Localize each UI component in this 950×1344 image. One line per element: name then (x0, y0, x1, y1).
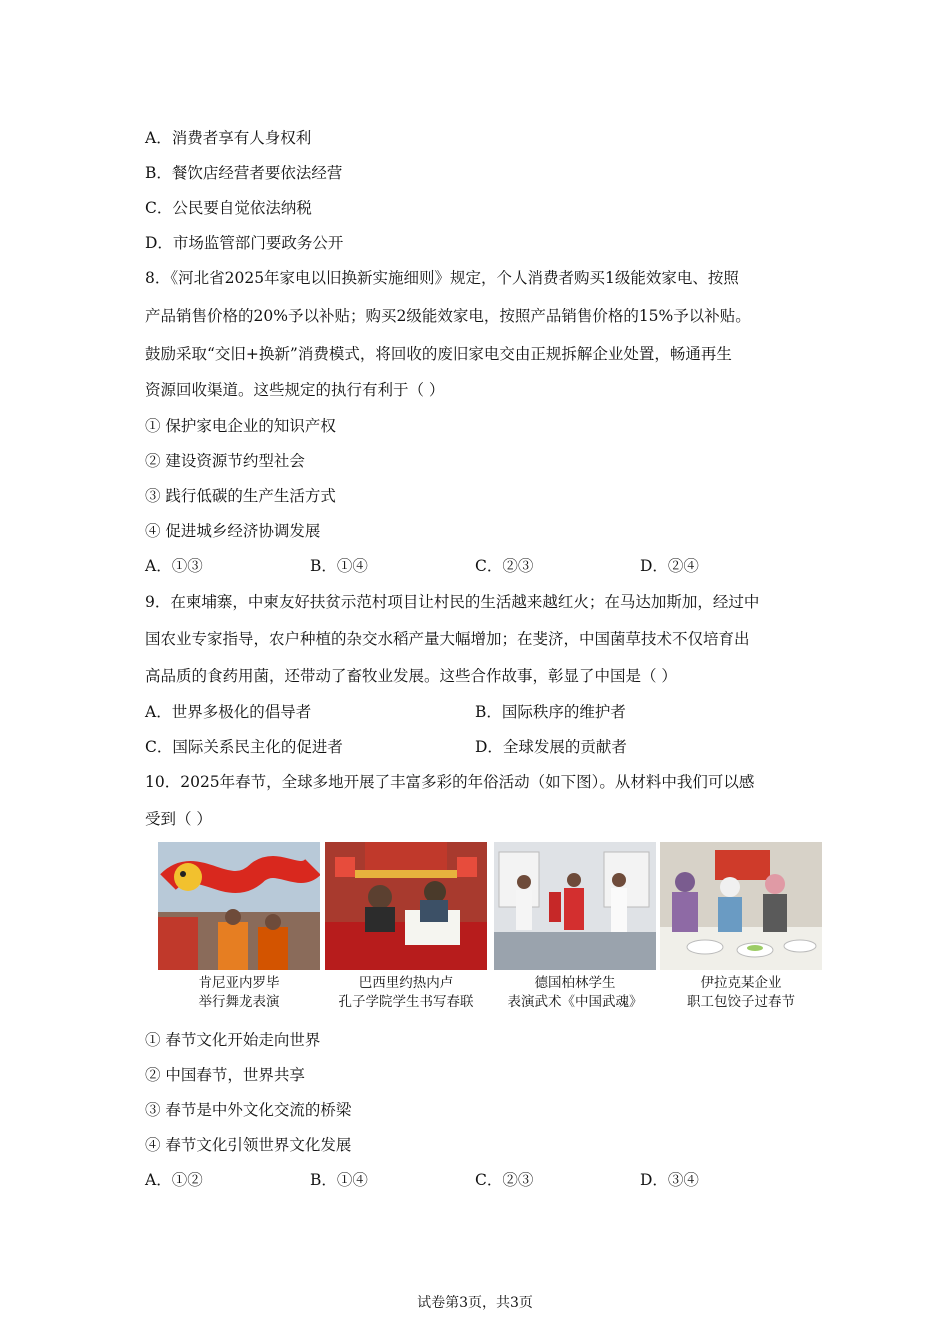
caption-line: 举行舞龙表演 (198, 994, 280, 1010)
caption-line: 德国柏林学生 (534, 975, 616, 991)
caption-line: 肯尼亚内罗毕 (198, 975, 280, 991)
caption-line: 伊拉克某企业 (700, 975, 782, 991)
q8-stem-line: 鼓励采取“交旧+换新”消费模式，将回收的废旧家电交由正规拆解企业处置，畅通再生 (145, 345, 732, 363)
q7-option-a: A．消费者享有人身权利 (145, 129, 312, 147)
q9-stem-line: 国农业专家指导，农户种植的杂交水稻产量大幅增加；在斐济，中国菌草技术不仅培育出 (145, 630, 750, 648)
q8-choice-a: A．①③ (145, 557, 203, 575)
photo-caption (492, 974, 658, 1012)
photo-caption (323, 974, 489, 1012)
q10-choice-a: A．①② (145, 1171, 203, 1189)
photo-martial-arts (494, 842, 656, 970)
photo-making-dumplings (660, 842, 822, 970)
q7-option-c: C．公民要自觉依法纳税 (145, 199, 312, 217)
photo-dragon-dance (158, 842, 320, 970)
q8-stem-line: 产品销售价格的20%予以补贴；购买2级能效家电，按照产品销售价格的15%予以补贴。 (145, 307, 751, 325)
q9-choice-c: C．国际关系民主化的促进者 (145, 738, 343, 756)
q10-choice-b: B．①④ (310, 1171, 368, 1189)
caption-line: 孔子学院学生书写春联 (338, 994, 474, 1010)
q10-statement: ① 春节文化开始走向世界 (145, 1031, 321, 1049)
q9-choice-b: B．国际秩序的维护者 (475, 703, 626, 721)
q10-choice-c: C．②③ (475, 1171, 534, 1189)
caption-line: 职工包饺子过春节 (687, 994, 795, 1010)
photo-caption (658, 974, 824, 1012)
q10-statement: ② 中国春节，世界共享 (145, 1066, 305, 1084)
q8-statement: ③ 践行低碳的生产生活方式 (145, 487, 336, 505)
photo-spring-couplets (325, 842, 487, 970)
q8-statement: ① 保护家电企业的知识产权 (145, 417, 336, 435)
q8-choice-c: C．②③ (475, 557, 534, 575)
page-footer: 试卷第3页，共3页 (417, 1295, 533, 1311)
q10-statement: ④ 春节文化引领世界文化发展 (145, 1136, 352, 1154)
q8-choice-b: B．①④ (310, 557, 368, 575)
q8-statement: ④ 促进城乡经济协调发展 (145, 522, 321, 540)
q10-statement: ③ 春节是中外文化交流的桥梁 (145, 1101, 352, 1119)
q10-stem-line: 10．2025年春节，全球多地开展了丰富多彩的年俗活动（如下图）。从材料中我们可以感 (145, 773, 755, 791)
q8-choice-d: D．②④ (640, 557, 699, 575)
q8-stem-line: 8．《河北省2025年家电以旧换新实施细则》规定，个人消费者购买1级能效家电、按照 (145, 269, 739, 287)
q8-statement: ② 建设资源节约型社会 (145, 452, 305, 470)
q9-choice-a: A．世界多极化的倡导者 (145, 703, 312, 721)
q7-option-d: D．市场监管部门要政务公开 (145, 234, 344, 252)
caption-line: 巴西里约热内卢 (358, 975, 454, 991)
q9-choice-d: D．全球发展的贡献者 (475, 738, 627, 756)
q9-stem-line: 9．在柬埔寨，中柬友好扶贫示范村项目让村民的生活越来越红火；在马达加斯加，经过中 (145, 593, 760, 611)
q9-stem-line: 高品质的食药用菌，还带动了畜牧业发展。这些合作故事，彰显了中国是（ ） (145, 667, 677, 685)
q7-option-b: B．餐饮店经营者要依法经营 (145, 164, 343, 182)
caption-line: 表演武术《中国武魂》 (507, 994, 643, 1010)
q8-stem-line: 资源回收渠道。这些规定的执行有利于（ ） (145, 381, 445, 399)
q10-choice-d: D．③④ (640, 1171, 699, 1189)
q10-stem-line: 受到（ ） (145, 810, 212, 828)
photo-caption (156, 974, 322, 1012)
